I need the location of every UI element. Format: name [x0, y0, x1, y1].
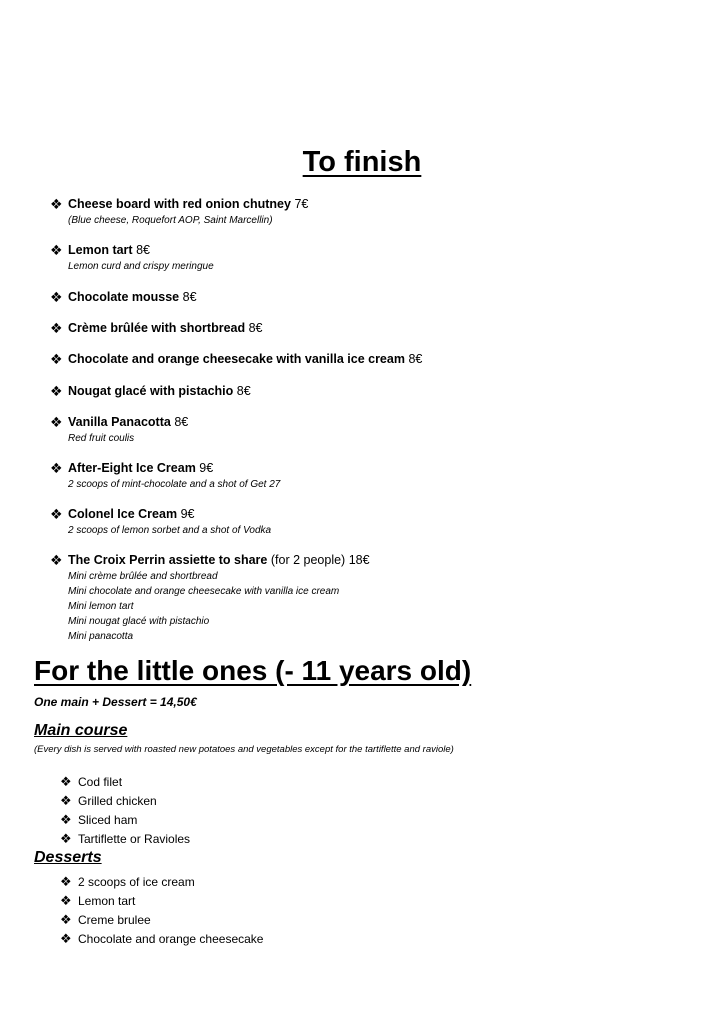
diamond-bullet-icon: ❖: [60, 893, 72, 908]
item-price: (for 2 people) 18€: [270, 553, 370, 567]
diamond-bullet-icon: ❖: [60, 931, 72, 946]
kids-dessert-item: Lemon tart: [78, 894, 136, 908]
list-item: [60, 830, 460, 848]
list-item: [60, 873, 460, 891]
diamond-bullet-icon: ❖: [50, 351, 63, 367]
diamond-bullet-icon: ❖: [60, 774, 72, 789]
page-title: To finish: [302, 146, 422, 178]
item-description: Mini crème brûlée and shortbread: [68, 571, 218, 582]
diamond-bullet-icon: ❖: [60, 831, 72, 846]
main-course-item: Cod filet: [78, 775, 123, 789]
list-item: [60, 792, 460, 810]
main-course-note: (Every dish is served with roasted new potatoes and vegetables except for the tartiflette and raviole): [34, 744, 454, 755]
diamond-bullet-icon: ❖: [60, 812, 72, 827]
item-name: Crème brûlée with shortbread: [68, 321, 246, 335]
item-price: 8€: [136, 243, 150, 257]
item-price: 7€: [294, 197, 309, 211]
item-price: 8€: [174, 415, 189, 429]
item-name: Lemon tart: [68, 243, 133, 257]
item-name: Cheese board with red onion chutney: [68, 197, 291, 211]
item-description: Mini chocolate and orange cheesecake with vanilla ice cream: [68, 586, 340, 597]
diamond-bullet-icon: ❖: [50, 383, 63, 399]
item-name: Colonel Ice Cream: [68, 507, 178, 521]
main-course-item: Tartiflette or Ravioles: [78, 832, 191, 846]
main-course-heading: Main course: [34, 722, 128, 739]
kids-dessert-item: 2 scoops of ice cream: [78, 875, 195, 889]
diamond-bullet-icon: ❖: [50, 289, 63, 305]
item-description: 2 scoops of lemon sorbet and a shot of Vodka: [68, 525, 272, 536]
diamond-bullet-icon: ❖: [50, 552, 63, 568]
item-price: 9€: [199, 461, 214, 475]
kids-price-line: One main + Dessert = 14,50€: [34, 695, 197, 709]
diamond-bullet-icon: ❖: [60, 912, 72, 927]
item-price: 8€: [248, 321, 263, 335]
diamond-bullet-icon: ❖: [50, 460, 63, 476]
kids-section-title: For the little ones (- 11 years old): [34, 655, 472, 686]
main-course-item: Grilled chicken: [78, 794, 157, 808]
item-name: The Croix Perrin assiette to share: [68, 553, 268, 567]
list-item: [60, 773, 460, 791]
item-price: 8€: [182, 290, 197, 304]
item-description: Mini lemon tart: [68, 601, 134, 612]
list-item: [60, 811, 460, 829]
item-name: Nougat glacé with pistachio: [68, 384, 234, 398]
kids-dessert-item: Creme brulee: [78, 913, 151, 927]
item-description: (Blue cheese, Roquefort AOP, Saint Marcellin): [68, 215, 273, 226]
item-description: Mini nougat glacé with pistachio: [68, 616, 210, 627]
item-price: 8€: [408, 352, 423, 366]
diamond-bullet-icon: ❖: [60, 793, 72, 808]
kids-dessert-item: Chocolate and orange cheesecake: [78, 932, 264, 946]
list-item: [60, 892, 460, 910]
diamond-bullet-icon: ❖: [50, 506, 63, 522]
diamond-bullet-icon: ❖: [50, 196, 63, 212]
item-description: 2 scoops of mint-chocolate and a shot of Get 27: [68, 479, 281, 490]
main-course-item: Sliced ham: [78, 813, 138, 827]
item-name: After-Eight Ice Cream: [68, 461, 196, 475]
desserts-heading: Desserts: [34, 849, 102, 866]
diamond-bullet-icon: ❖: [60, 874, 72, 889]
item-price: 8€: [236, 384, 251, 398]
item-description: Mini panacotta: [68, 631, 134, 642]
diamond-bullet-icon: ❖: [50, 320, 63, 336]
item-price: 9€: [180, 507, 195, 521]
item-description: Red fruit coulis: [68, 433, 135, 444]
item-name: Chocolate mousse: [68, 290, 180, 304]
list-item: [60, 911, 460, 929]
list-item: [60, 930, 460, 948]
item-description: Lemon curd and crispy meringue: [68, 261, 214, 272]
diamond-bullet-icon: ❖: [50, 414, 63, 430]
diamond-bullet-icon: ❖: [50, 242, 63, 258]
item-name: Chocolate and orange cheesecake with vanilla ice cream: [68, 352, 405, 366]
item-name: Vanilla Panacotta: [68, 415, 171, 429]
